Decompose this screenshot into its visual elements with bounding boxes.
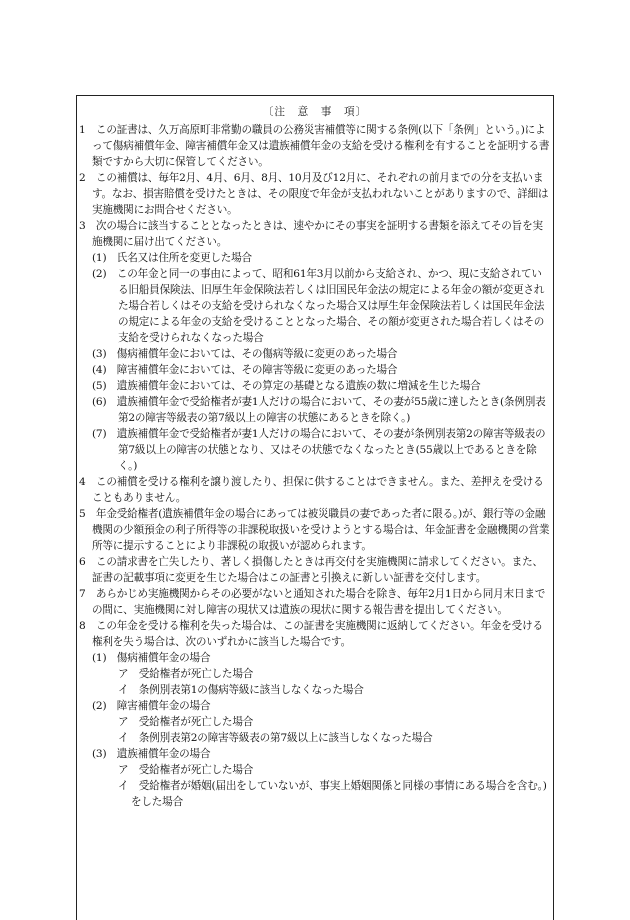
note-item-8-sub-1: (1) 傷病補償年金の場合 [92, 652, 211, 664]
note-item-6: 6 この請求書を亡失したり、著しく損傷したときは再交付を実施機関に請求してください。また、証書の記載事項に変更を生じた場合はこの証書と引換えに新しい証書を交付します。 [79, 556, 543, 584]
note-item-8-sub-2-a: ア 受給権者が死亡した場合 [118, 716, 254, 728]
note-item-8-sub-2: (2) 障害補償年金の場合 [92, 700, 211, 712]
note-item-3-sub-3: (3) 傷病補償年金においては、その傷病等級に変更のあった場合 [92, 348, 398, 360]
note-item-8-sub-1-a: ア 受給権者が死亡した場合 [118, 668, 254, 680]
note-item-1: 1 この証書は、久万高原町非常勤の職員の公務災害補償等に関する条例(以下「条例」という。)によって傷病補償年金、障害補償年金又は遺族補償年金の支給を受ける権利を有することを証明する書類ですから大切に保管してください。 [79, 124, 550, 168]
note-item-3-sub-5: (5) 遺族補償年金においては、その算定の基礎となる遺族の数に増減を生じた場合 [92, 380, 481, 392]
note-item-8: 8 この年金を受ける権利を失った場合は、この証書を実施機関に返納してください。年金を受ける権利を失う場合は、次のいずれかに該当した場合です。 [79, 620, 543, 648]
note-item-7: 7 あらかじめ実施機関からその必要がないと通知された場合を除き、毎年2月1日から同月末日までの間に、実施機関に対し障害の現状又は遺族の現状に関する報告書を提出してください。 [79, 588, 546, 616]
notes-title: 〔注 意 事 項〕 [262, 106, 368, 118]
note-item-5: 5 年金受給権者(遺族補償年金の場合にあっては被災職員の妻であった者に限る。)が、銀行等の金融機関の少額預金の利子所得等の非課税取扱いを受けようとする場合は、年金証書を金融機関の営業所等に提示することにより非課税の取扱いが認められます。 [79, 508, 550, 552]
note-item-2: 2 この補償は、毎年2月、4月、6月、8月、10月及び12月に、それぞれの前月までの分を支払います。なお、損害賠償を受けたときは、その限度で年金が支払われないことがありますので、詳細は実施機関にお問合せください。 [79, 172, 549, 216]
note-item-3-sub-1: (1) 氏名又は住所を変更した場合 [92, 252, 252, 264]
note-item-4: 4 この補償を受ける権利を譲り渡したり、担保に供することはできません。また、差押えを受けることもありません。 [79, 476, 544, 504]
note-item-3-sub-7: (7) 遺族補償年金で受給権者が妻1人だけの場合において、その妻が条例別表第2の障害等級表の第7級以上の障害の状態となり、又はその状態でなくなったとき(55歳以上であるときを除く。) [92, 428, 546, 472]
note-item-3-sub-6: (6) 遺族補償年金で受給権者が妻1人だけの場合において、その妻が55歳に達したとき(条例別表第2の障害等級表の第7級以上の障害の状態にあるときを除く。) [92, 396, 546, 424]
notes-content [79, 104, 551, 810]
note-item-8-sub-3-a: ア 受給権者が死亡した場合 [118, 764, 254, 776]
note-item-8-sub-3-b: イ 受給権者が婚姻(届出をしていないが、事実上婚姻関係と同様の事情にある場合を含む。)をした場合 [118, 780, 547, 808]
note-item-8-sub-1-b: イ 条例別表第1の傷病等級に該当しなくなった場合 [118, 684, 364, 696]
note-item-3: 3 次の場合に該当することとなったときは、速やかにその事実を証明する書類を添えてその旨を実施機関に届け出てください。 [79, 220, 543, 248]
note-item-8-sub-2-b: イ 条例別表第2の障害等級表の第7級以上に該当しなくなった場合 [118, 732, 433, 744]
note-item-3-sub-2: (2) この年金と同一の事由によって、昭和61年3月以前から支給され、かつ、現に支給されている旧船員保険法、旧厚生年金保険法若しくは旧国民年金法の規定による年金の額が変更された場合若しくはその支給を受けられなくなった場合又は厚生年金保険法若しくは国民年金法の規定による年金の支給を受けることとなった場合、その額が変更された場合若しくはその支給を受けられなくなった場合 [92, 268, 545, 344]
note-item-8-sub-3: (3) 遺族補償年金の場合 [92, 748, 211, 760]
note-item-3-sub-4: (4) 障害補償年金においては、その障害等級に変更のあった場合 [92, 364, 398, 376]
